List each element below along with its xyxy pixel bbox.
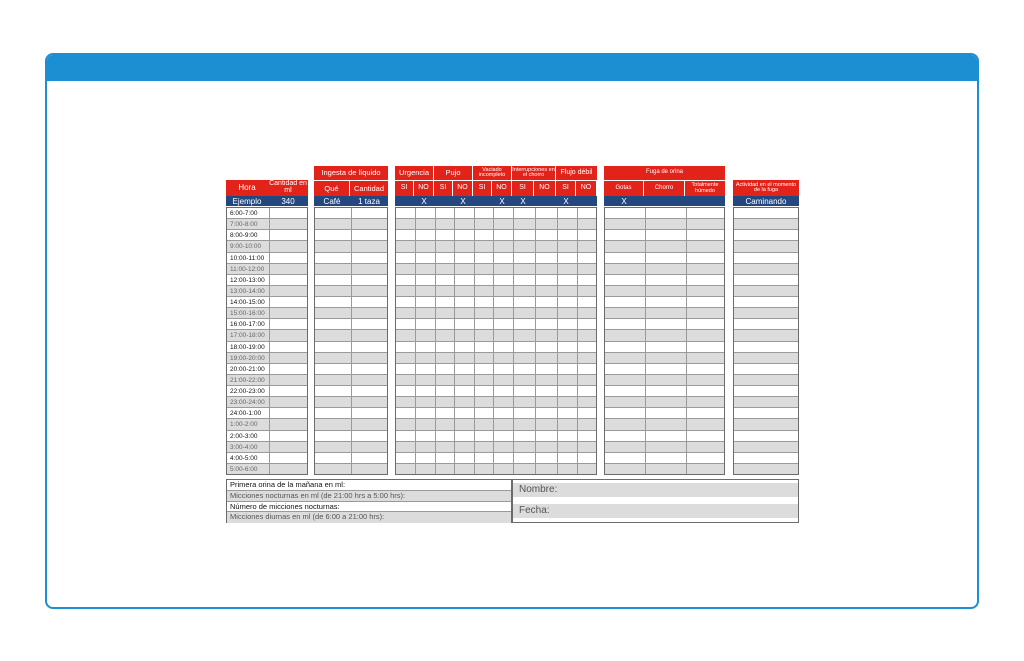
hour-label: 13:00-14:00 [230, 287, 265, 295]
table-row[interactable] [227, 442, 307, 453]
table-row[interactable] [605, 431, 724, 442]
table-row[interactable] [227, 464, 307, 475]
hour-label: 22:00-23:00 [230, 388, 265, 396]
table-row[interactable] [227, 419, 307, 430]
summary-nocturnas: Micciones nocturnas en ml (de 21:00 hrs a 5:00 hrs): [227, 491, 511, 502]
table-row[interactable] [605, 330, 724, 341]
table-row[interactable] [605, 219, 724, 230]
table-row[interactable] [605, 297, 724, 308]
table-row[interactable] [734, 253, 798, 264]
hour-label: 5:00-6:00 [230, 465, 258, 473]
header-vaciado: Vaciado incompleto [473, 166, 512, 180]
example-flujo-si: X [563, 196, 569, 206]
table-row[interactable] [734, 442, 798, 453]
header-ingesta: Ingesta de líquido [314, 166, 388, 180]
table-row[interactable] [734, 308, 798, 319]
hours-table [226, 207, 308, 475]
hour-label: 18:00-19:00 [230, 343, 265, 351]
hour-label: 11:00-12:00 [230, 265, 265, 273]
table-row[interactable] [734, 241, 798, 252]
hour-label: 16:00-17:00 [230, 321, 265, 329]
header-si: SI [434, 181, 453, 196]
identity-box [512, 479, 799, 523]
table-row[interactable] [734, 319, 798, 330]
hour-label: 20:00-21:00 [230, 365, 265, 373]
column-divider [686, 208, 687, 474]
header-interrupciones: Interrupciones en el chorro [512, 166, 555, 178]
summary-box [226, 479, 512, 523]
table-row[interactable] [605, 397, 724, 408]
example-fuga-gotas: X [621, 196, 627, 206]
table-row[interactable] [227, 230, 307, 241]
column-divider [474, 208, 475, 474]
example-label: Ejemplo [226, 196, 268, 206]
table-row[interactable] [227, 319, 307, 330]
table-row[interactable] [227, 297, 307, 308]
card-header-bar [47, 55, 977, 81]
header-si: SI [556, 181, 576, 196]
nombre-field[interactable]: Nombre: [513, 483, 798, 497]
header-si: SI [395, 181, 414, 196]
table-row[interactable] [396, 442, 596, 453]
table-row[interactable] [227, 386, 307, 397]
table-row[interactable] [734, 297, 798, 308]
hour-label: 21:00-22:00 [230, 376, 265, 384]
header-hora: Hora [226, 180, 268, 196]
column-divider [435, 208, 436, 474]
header-actividad: Actividad en el momento de la fuga [733, 180, 799, 196]
hour-label: 9:00-10:00 [230, 243, 262, 251]
column-divider [351, 208, 352, 474]
table-row[interactable] [605, 230, 724, 241]
example-interrupciones-si: X [520, 196, 526, 206]
hour-label: 2:00-3:00 [230, 432, 258, 440]
table-row[interactable] [396, 364, 596, 375]
table-row[interactable] [227, 241, 307, 252]
table-row[interactable] [734, 208, 798, 219]
table-row[interactable] [227, 397, 307, 408]
table-row[interactable] [396, 453, 596, 464]
table-row[interactable] [734, 386, 798, 397]
hour-label: 15:00-16:00 [230, 310, 265, 318]
table-row[interactable] [227, 453, 307, 464]
header-cantidad-ml: Cantidad en ml [269, 180, 307, 194]
table-row[interactable] [227, 353, 307, 364]
table-row[interactable] [227, 330, 307, 341]
table-row[interactable] [227, 308, 307, 319]
hour-label: 3:00-4:00 [230, 443, 258, 451]
table-row[interactable] [396, 264, 596, 275]
table-row[interactable] [605, 342, 724, 353]
table-row[interactable] [734, 219, 798, 230]
table-row[interactable] [396, 241, 596, 252]
table-row[interactable] [396, 230, 596, 241]
table-row[interactable] [396, 386, 596, 397]
hour-label: 14:00-15:00 [230, 299, 265, 307]
fecha-field[interactable]: Fecha: [513, 504, 798, 518]
example-que: Café [314, 196, 350, 206]
table-row[interactable] [605, 408, 724, 419]
hour-label: 7:00-8:00 [230, 221, 258, 229]
header-si: SI [512, 181, 534, 196]
header-no: NO [492, 181, 512, 196]
table-row[interactable] [734, 286, 798, 297]
header-urgencia: Urgencia [395, 166, 434, 180]
table-row[interactable] [396, 219, 596, 230]
table-row[interactable] [396, 319, 596, 330]
actividad-table [733, 207, 799, 475]
table-row[interactable] [605, 208, 724, 219]
header-cantidad: Cantidad [350, 181, 388, 196]
hour-label: 1:00-2:00 [230, 421, 258, 429]
symptoms-table [395, 207, 597, 475]
hour-label: 19:00-20:00 [230, 354, 265, 362]
header-no: NO [414, 181, 434, 196]
table-row[interactable] [396, 342, 596, 353]
table-row[interactable] [227, 364, 307, 375]
example-pujo-no: X [460, 196, 466, 206]
summary-numero: Número de micciones nocturnas: [227, 502, 511, 513]
column-divider [415, 208, 416, 474]
header-que: Qué [314, 181, 350, 196]
header-pujo: Pujo [434, 166, 473, 180]
column-divider [513, 208, 514, 474]
header-flujo: Flujo débil [556, 166, 597, 180]
table-row[interactable] [734, 230, 798, 241]
column-divider [577, 208, 578, 474]
table-row[interactable] [396, 353, 596, 364]
table-row[interactable] [605, 375, 724, 386]
table-row[interactable] [734, 342, 798, 353]
ingesta-table [314, 207, 388, 475]
table-row[interactable] [605, 319, 724, 330]
example-actividad: Caminando [733, 196, 799, 206]
table-row[interactable] [227, 275, 307, 286]
table-row[interactable] [605, 453, 724, 464]
table-row[interactable] [734, 375, 798, 386]
header-si: SI [473, 181, 492, 196]
hour-label: 23:00-24:00 [230, 399, 265, 407]
table-row[interactable] [734, 419, 798, 430]
table-row[interactable] [734, 408, 798, 419]
header-chorro: Chorro [644, 181, 685, 196]
table-row[interactable] [605, 353, 724, 364]
column-divider [557, 208, 558, 474]
header-no: NO [453, 181, 473, 196]
table-row[interactable] [227, 286, 307, 297]
hour-label: 8:00-9:00 [230, 232, 258, 240]
table-row[interactable] [396, 275, 596, 286]
summary-diurnas: Micciones diurnas en ml (de 6:00 a 21:00 hrs): [227, 512, 511, 523]
column-divider [454, 208, 455, 474]
table-row[interactable] [227, 208, 307, 219]
table-row[interactable] [734, 453, 798, 464]
table-row[interactable] [605, 253, 724, 264]
header-fuga: Fuga de orina [604, 166, 725, 180]
table-row[interactable] [734, 353, 798, 364]
hour-label: 12:00-13:00 [230, 276, 265, 284]
table-row[interactable] [396, 208, 596, 219]
table-row[interactable] [227, 219, 307, 230]
table-row[interactable] [396, 375, 596, 386]
fuga-table [604, 207, 725, 475]
summary-primera: Primera orina de la mañana en ml: [227, 480, 511, 491]
table-row[interactable] [227, 431, 307, 442]
table-row[interactable] [227, 264, 307, 275]
table-row[interactable] [605, 286, 724, 297]
column-divider [493, 208, 494, 474]
table-row[interactable] [227, 342, 307, 353]
table-row[interactable] [227, 408, 307, 419]
header-no: NO [534, 181, 556, 196]
column-divider [269, 208, 270, 474]
hour-label: 6:00-7:00 [230, 210, 258, 217]
table-row[interactable] [605, 464, 724, 475]
table-row[interactable] [605, 308, 724, 319]
table-row[interactable] [734, 264, 798, 275]
table-row[interactable] [396, 431, 596, 442]
table-row[interactable] [605, 264, 724, 275]
example-urgencia-no: X [421, 196, 427, 206]
table-row[interactable] [734, 275, 798, 286]
table-row[interactable] [396, 464, 596, 475]
table-row[interactable] [734, 330, 798, 341]
column-divider [535, 208, 536, 474]
table-row[interactable] [734, 431, 798, 442]
table-row[interactable] [396, 330, 596, 341]
table-row[interactable] [605, 241, 724, 252]
table-row[interactable] [605, 386, 724, 397]
table-row[interactable] [605, 442, 724, 453]
table-row[interactable] [396, 408, 596, 419]
example-ml: 340 [268, 196, 308, 206]
example-cantidad: 1 taza [350, 196, 388, 206]
table-row[interactable] [227, 253, 307, 264]
table-row[interactable] [396, 286, 596, 297]
hour-label: 24:00-1:00 [230, 410, 262, 418]
table-row[interactable] [605, 364, 724, 375]
table-row[interactable] [396, 308, 596, 319]
table-row[interactable] [734, 464, 798, 475]
hour-label: 10:00-11:00 [230, 254, 265, 262]
table-row[interactable] [396, 419, 596, 430]
table-row[interactable] [396, 253, 596, 264]
table-row[interactable] [396, 397, 596, 408]
table-row[interactable] [734, 397, 798, 408]
column-divider [645, 208, 646, 474]
header-totalmente: Totalmente húmedo [685, 181, 725, 196]
header-gotas: Gotas [604, 181, 644, 196]
table-row[interactable] [227, 375, 307, 386]
header-no: NO [576, 181, 597, 196]
example-vaciado-no: X [499, 196, 505, 206]
table-row[interactable] [605, 419, 724, 430]
table-row[interactable] [734, 364, 798, 375]
hour-label: 4:00-5:00 [230, 454, 258, 462]
hour-label: 17:00-18:00 [230, 332, 265, 340]
table-row[interactable] [396, 297, 596, 308]
table-row[interactable] [605, 275, 724, 286]
